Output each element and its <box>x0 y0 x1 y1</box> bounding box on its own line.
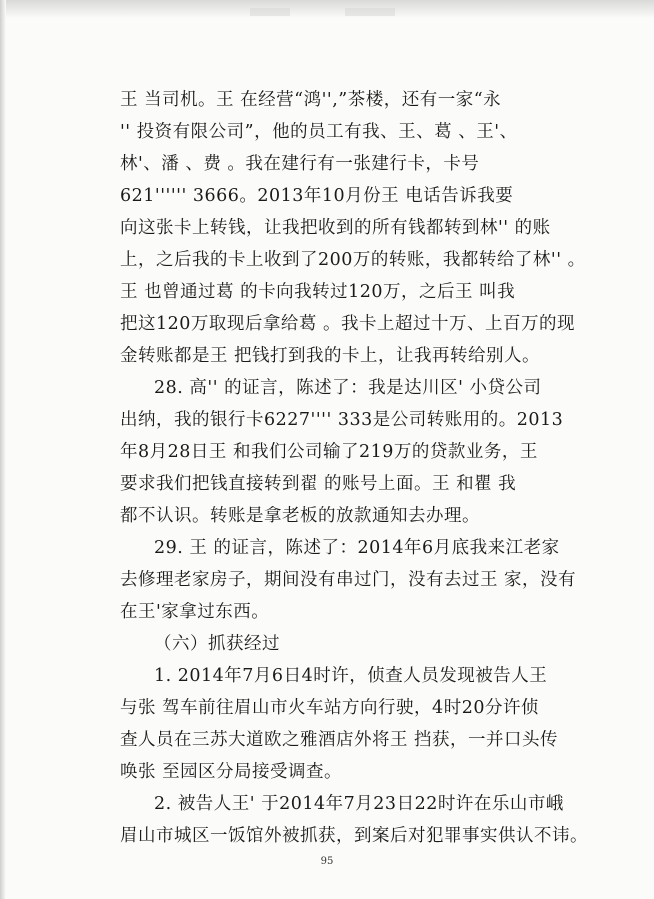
document-body <box>120 84 590 852</box>
text-line: 向这张卡上转钱，让我把收到的所有钱都转到林'' 的账 <box>120 218 551 238</box>
text-line: 王 也曾通过葛 的卡向我转过120万，之后王 叫我 <box>120 282 516 302</box>
text-line: 王 当司机。王 在经营“鸿'',”茶楼，还有一家“永 <box>120 90 502 110</box>
section-heading: （六）抓获经过 <box>154 634 280 654</box>
text-line: 在王'家拿过东西。 <box>120 602 270 622</box>
text-line: 去修理老家房子，期间没有串过门，没有去过王 家，没有 <box>120 570 577 590</box>
text-line: 621'''''' 3666。2013年10月份王 电话告诉我要 <box>120 186 514 206</box>
text-line: 金转账都是王 把钱打到我的卡上，让我再转给别人。 <box>120 346 541 366</box>
text-line: 与张 驾车前往眉山市火车站方向行驶，4时20分许侦 <box>120 698 539 718</box>
text-line: 查人员在三苏大道欧之雅酒店外将王 挡获，一并口头传 <box>120 730 559 750</box>
text-line: 唤张 至园区分局接受调查。 <box>120 762 343 782</box>
text-line: 上，之后我的卡上收到了200万的转账，我都转给了林'' 。 <box>120 250 586 270</box>
paragraph-start-line: 29. 王 的证言，陈述了：2014年6月底我来江老家 <box>154 538 560 558</box>
text-line: 都不认识。转账是拿老板的放款通知去办理。 <box>120 506 480 526</box>
bleed-through-mark <box>345 8 395 16</box>
text-line: 眉山市城区一饭馆外被抓获，到案后对犯罪事实供认不讳。 <box>120 826 588 846</box>
paragraph-start-line: 1. 2014年7月6日4时许，侦查人员发现被告人王 <box>154 666 548 686</box>
bleed-through-mark <box>250 8 290 16</box>
text-line: 要求我们把钱直接转到翟 的账号上面。王 和瞿 我 <box>120 474 517 494</box>
text-line: 出纳，我的银行卡6227'''' 333是公司转账用的。2013 <box>120 410 564 430</box>
paragraph-start-line: 28. 高'' 的证言，陈述了：我是达川区' 小贷公司 <box>154 378 542 398</box>
scan-shadow-left <box>0 0 6 899</box>
scan-shadow-top <box>0 0 654 18</box>
page-number: 95 <box>320 856 334 867</box>
text-line: 把这120万取现后拿给葛 。我卡上超过十万、上百万的现 <box>120 314 575 334</box>
text-line: 林'、潘 、费 。我在建行有一张建行卡，卡号 <box>120 154 480 174</box>
text-line: '' 投资有限公司”，他的员工有我、王、葛 、王'、 <box>120 122 518 142</box>
paragraph-start-line: 2. 被告人王' 于2014年7月23日22时许在乐山市峨 <box>154 794 564 814</box>
text-line: 年8月28日王 和我们公司输了219万的贷款业务，王 <box>120 442 538 462</box>
